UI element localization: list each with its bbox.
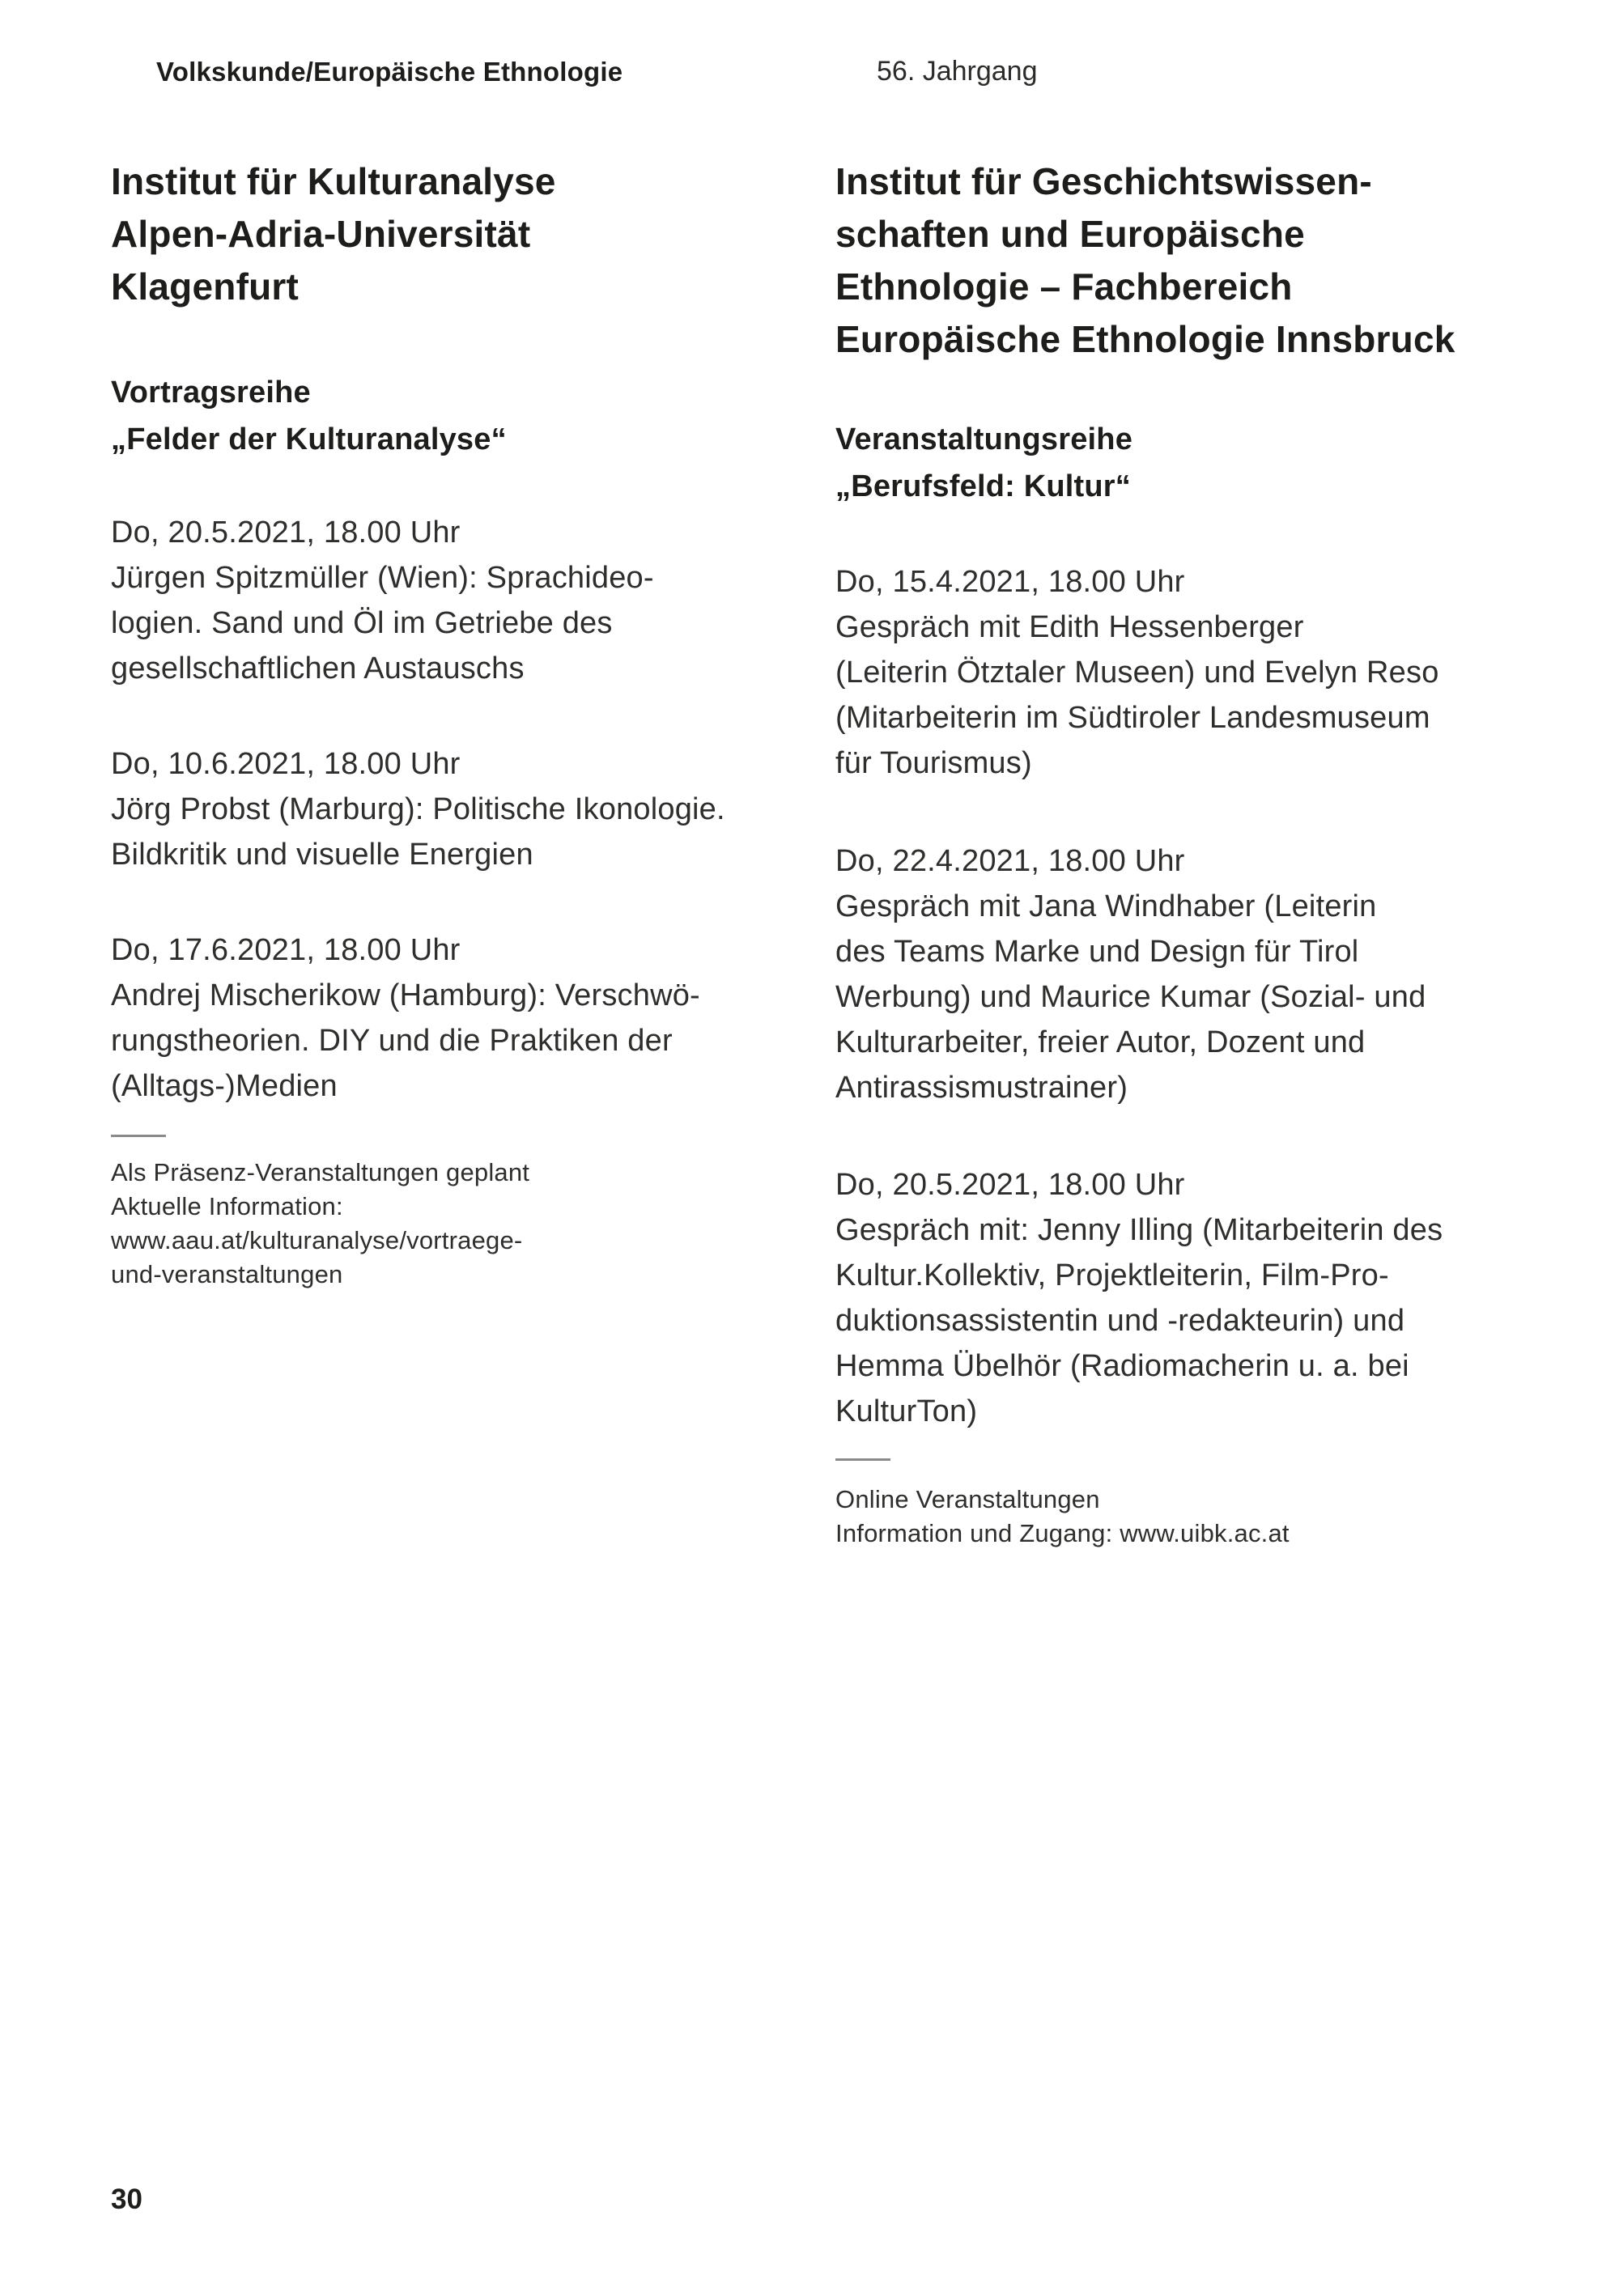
event-item: Do, 15.4.2021, 18.00 Uhr Gespräch mit Edith Hessenberger (Leiterin Ötztaler Museen) und Evelyn Reso (Mitarbeiterin im Südtiroler Landesmuseum für Tourismus) xyxy=(835,565,1439,780)
section-divider xyxy=(835,1458,890,1461)
event-item: Do, 20.5.2021, 18.00 Uhr Jürgen Spitzmüller (Wien): Sprachideo- logien. Sand und Öl im Getriebe des gesellschaftlichen Austauschs xyxy=(111,516,654,685)
left-series-title: Vortragsreihe „Felder der Kulturanalyse“ xyxy=(111,376,507,456)
right-institute-heading: Institut für Geschichtswissen- schaften und Europäische Ethnologie – Fachbereich Europäische Ethnologie Innsbruck xyxy=(835,160,1455,360)
left-institute-heading: Institut für Kulturanalyse Alpen-Adria-Universität Klagenfurt xyxy=(111,160,556,308)
event-item: Do, 17.6.2021, 18.00 Uhr Andrej Mischerikow (Hamburg): Verschwö- rungstheorien. DIY und die Praktiken der (Alltags-)Medien xyxy=(111,933,700,1103)
running-head-journal-title: Volkskunde/Europäische Ethnologie xyxy=(156,57,623,87)
right-note: Online Veranstaltungen Information und Zugang: www.uibk.ac.at xyxy=(835,1485,1290,1547)
event-item: Do, 10.6.2021, 18.00 Uhr Jörg Probst (Marburg): Politische Ikonologie. Bildkritik und visuelle Energien xyxy=(111,747,725,872)
page-number: 30 xyxy=(111,2184,142,2215)
running-head-volume: 56. Jahrgang xyxy=(877,56,1038,87)
event-item: Do, 22.4.2021, 18.00 Uhr Gespräch mit Jana Windhaber (Leiterin des Teams Marke und Design für Tirol Werbung) und Maurice Kumar (Sozial- und Kulturarbeiter, freier Autor, Dozent und Antirassismustrainer) xyxy=(835,844,1426,1105)
event-item: Do, 20.5.2021, 18.00 Uhr Gespräch mit: Jenny Illing (Mitarbeiterin des Kultur.Kollektiv, Projektleiterin, Film-Pro- duktionsassistentin und -redakteurin) und Hemma Übelhör (Radiomacherin u. a. bei KulturTon) xyxy=(835,1168,1443,1428)
left-note: Als Präsenz-Veranstaltungen geplant Aktuelle Information: www.aau.at/kulturanalyse/vortraege- und-veranstaltungen xyxy=(111,1158,530,1288)
right-series-title: Veranstaltungsreihe „Berufsfeld: Kultur“ xyxy=(835,422,1133,503)
section-divider xyxy=(111,1135,166,1137)
